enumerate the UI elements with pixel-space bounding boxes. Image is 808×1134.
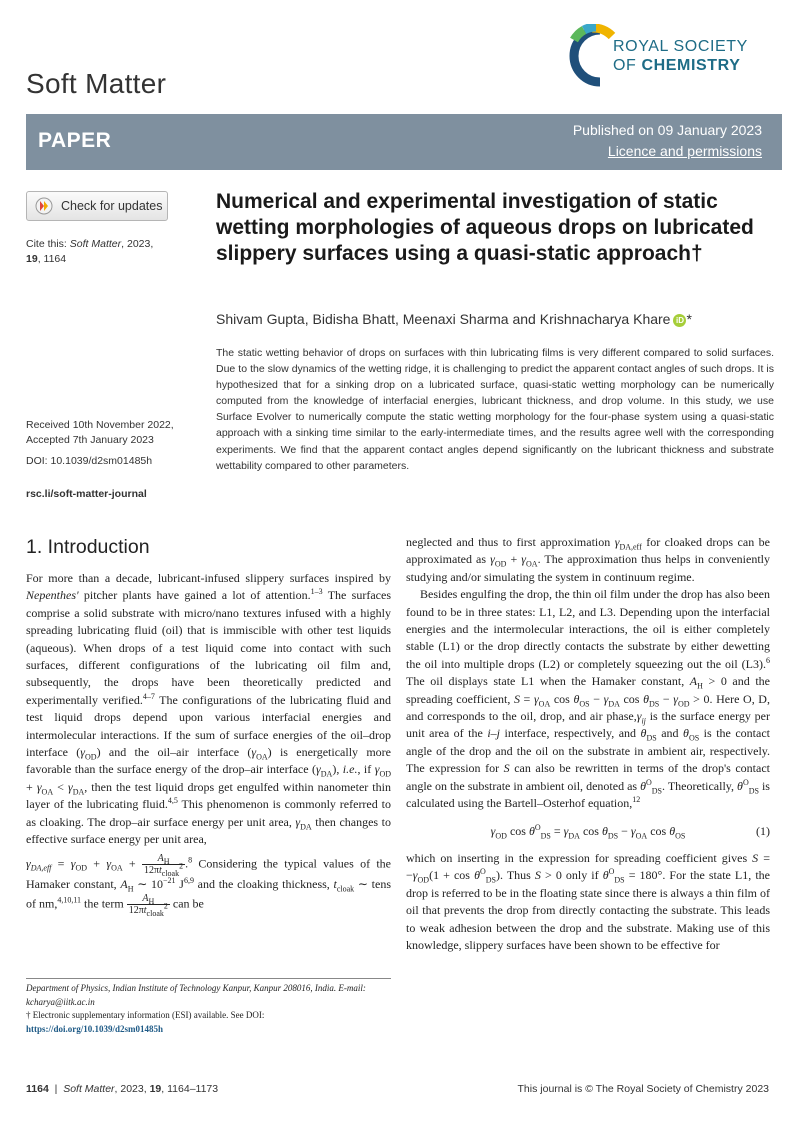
citation: Cite this: Soft Matter, 2023, 19, 1164 — [26, 238, 154, 265]
paragraph: neglected and thus to first approximation $\gamma_{DA,eff}$ for cloaked drops can be approximated as $\gamma_{OD} + \gamma_{OA}$. The approximation thus helps in conveniently studying and/or simulating the system in continuum regime. — [406, 535, 771, 584]
paragraph: Besides engulfing the drop, the thin oil film under the drop has also been found to be in three states: L1, L2, and L3. Depending upon the interfacial energies and the intermolecular interactions, the oil is either completely stable (L1) or the drop directly contacts the substrate by either dewetting the oil into multiple drops (L2) or completely squeezing out the oil (L3).$^6$ The oil displays state L1 when the Hamaker constant, $A_H > 0$ and the spreading coefficient, $S = \gamma_{OA}$ $\cos \theta_{OS} - \gamma_{DA}$ $\cos \theta_{DS} - \gamma_{OD} > 0$. Here O, D, and corresponds to the oil, drop, and air $phase,\gamma_{ij}$ is the surface energy per unit area of the i–j interface, respectively, and $\theta_{DS}$ and $\theta_{OS}$ is the contact angle of the drop and the oil on the substrate in ambient air, respectively. The expression for S can also be rewritten in terms of the drop's contact angle on the substrate in ambient oil, denoted as $\theta^O_{DS}$. Theoretically, $\theta^O_{DS}$ is calculated using the Bartell–Osterhof equation,$^{12}$ — [406, 587, 771, 811]
published-date: Published on 09 January 2023 — [572, 122, 762, 138]
page-footer-copyright: This journal is © The Royal Society of Chemistry 2023 — [517, 1083, 769, 1095]
check-updates-icon — [35, 197, 53, 215]
footnote-divider — [26, 978, 391, 979]
paragraph: which on inserting in the expression for spreading coefficient gives $S = -\gamma_{OD}(1 + \cos \theta^O_{DS})$. Thus S > 0 only if $\theta^O_{DS} = 180^\circ$. For the state L1, the drop is referred to be in the floating state since there is always a thin film of oil that prevents the drop from directly contacting the substrate. This leads to weak adhesion between the drop and the substrate. Making use of this knowledge, slippery surfaces have been shown to be effective for — [406, 850, 770, 952]
check-for-updates-button[interactable] — [26, 191, 168, 221]
paragraph: For more than a decade, lubricant-infused slippery surfaces inspired by Nepenthes' pitcher plants have gained a lot of attention.$^{1-3}$ The surfaces comprise a solid substrate with micro/nano textures infused with a highly spreading lubricating fluid (oil) that is immiscible with other test liquids (aqueous). When drops of a test liquid come into contact with such surfaces, different configurations of the lubricating oil film and, subsequently, the drops have been theoretically predicted and experimentally verified.$^{4-7}$ The configurations of the lubricating fluid and test liquid drops depend upon various interfacial energies and intermolecular interactions. If the sum of surface energies of the oil–drop interface $(\gamma_{OD})$ and the oil–air interface $(\gamma_{OA})$ is energetically more favorable than the surface energy of the drop–air interface $(\gamma_{DA})$, i.e., if $\gamma_{OD} + \gamma_{OA} < \gamma_{DA}$, then the test liquid drops get engulfed within nanometer thin layer of the lubricating fluid.$^{4,5}$ This phenomenon is commonly referred to as cloaking. The drop–air surface energy per unit area, $\gamma_{DA}$ then changes to effective surface energy per unit area, — [26, 571, 391, 847]
author-list: Shivam Gupta, Bidisha Bhatt, Meenaxi Sharma and Krishnacharya Khare iD * — [216, 311, 692, 327]
journal-url-link[interactable]: rsc.li/soft-matter-journal — [26, 488, 147, 500]
equation-1: $\gamma_{OD}$ $\cos \theta^O_{DS} = \gamma_{DA}$ $\cos \theta_{DS} - \gamma_{OA}$ $\cos \theta_{OS}$ (1) — [490, 822, 770, 840]
abstract: The static wetting behavior of drops on surfaces with thin lubricating films is very different compared to solid surfaces. Due to the slow dynamics of the wetting ridge, it is challenging to predict the apparent contact angles of such drops. It is hypothesized that for a sinking drop on a lubricated surface, quasi-static wetting morphology can be numerically computed from the knowledge of interfacial energies, lubricant thickness, and drop volume. In this study, we use Surface Evolver to numerically compute the static wetting morphology for the four-phase system using a quasi-static approach with a sinking time similar to the early-intermediate times, and the results agree well with the corresponding experiments. We find that the apparent contact angles depend significantly on the lubricant thickness and substrate wettability compared to other parameters. — [216, 347, 774, 472]
publisher-name-line1: ROYAL SOCIETY — [613, 38, 748, 55]
article-title: Numerical and experimental investigation of static wetting morphologies of aqueous drops on lubricated slippery surfaces using a quasi-static approach† — [216, 190, 754, 265]
affiliation-footnote: Department of Physics, Indian Institute of Technology Kanpur, Kanpur 208016, India. E-mail: kcharya@iitk.ac.in — [26, 983, 366, 1007]
section-heading-introduction: 1. Introduction — [26, 536, 150, 558]
paragraph: $\gamma_{DA,eff} = \gamma_{OD} + \gamma_{OA}$ + $\frac{A_H}{12\pi t_{cloak}^2}$ .$^8$ Considering the typical values of the Hamaker constant, $A_H$ ∼ $10^{-21}$ J$^{6,9}$ and the cloaking thickness, $t_{cloak}$ ∼ tens of nm,$^{4,10,11}$ the term $\frac{A_H}{12\pi t_{cloak}^2}$ can be — [26, 852, 391, 918]
page-footer-citation: 1164 | Soft Matter, 2023, 19, 1164–1173 — [26, 1083, 219, 1095]
licence-link[interactable]: Licence and permissions — [607, 143, 762, 159]
orcid-icon[interactable]: iD — [673, 314, 686, 327]
publisher-name-line2: OF CHEMISTRY — [613, 57, 741, 74]
section-label: PAPER — [38, 129, 112, 152]
esi-footnote: † Electronic supplementary information (ESI) available. See DOI: — [26, 1010, 265, 1020]
footnotes — [26, 982, 392, 1036]
esi-doi-link[interactable]: https://doi.org/10.1039/d2sm01485h — [26, 1023, 164, 1034]
check-for-updates-label: Check for updates — [61, 199, 163, 213]
received-accepted-dates: Received 10th November 2022, Accepted 7th January 2023 — [26, 419, 174, 446]
body-column-right — [406, 534, 770, 954]
corresponding-mark: * — [686, 311, 692, 327]
journal-name: Soft Matter — [26, 68, 167, 99]
body-column-left — [26, 570, 391, 916]
rsc-logo-icon — [562, 24, 782, 88]
equation-number: (1) — [756, 823, 770, 838]
doi[interactable]: DOI: 10.1039/d2sm01485h — [26, 455, 153, 467]
